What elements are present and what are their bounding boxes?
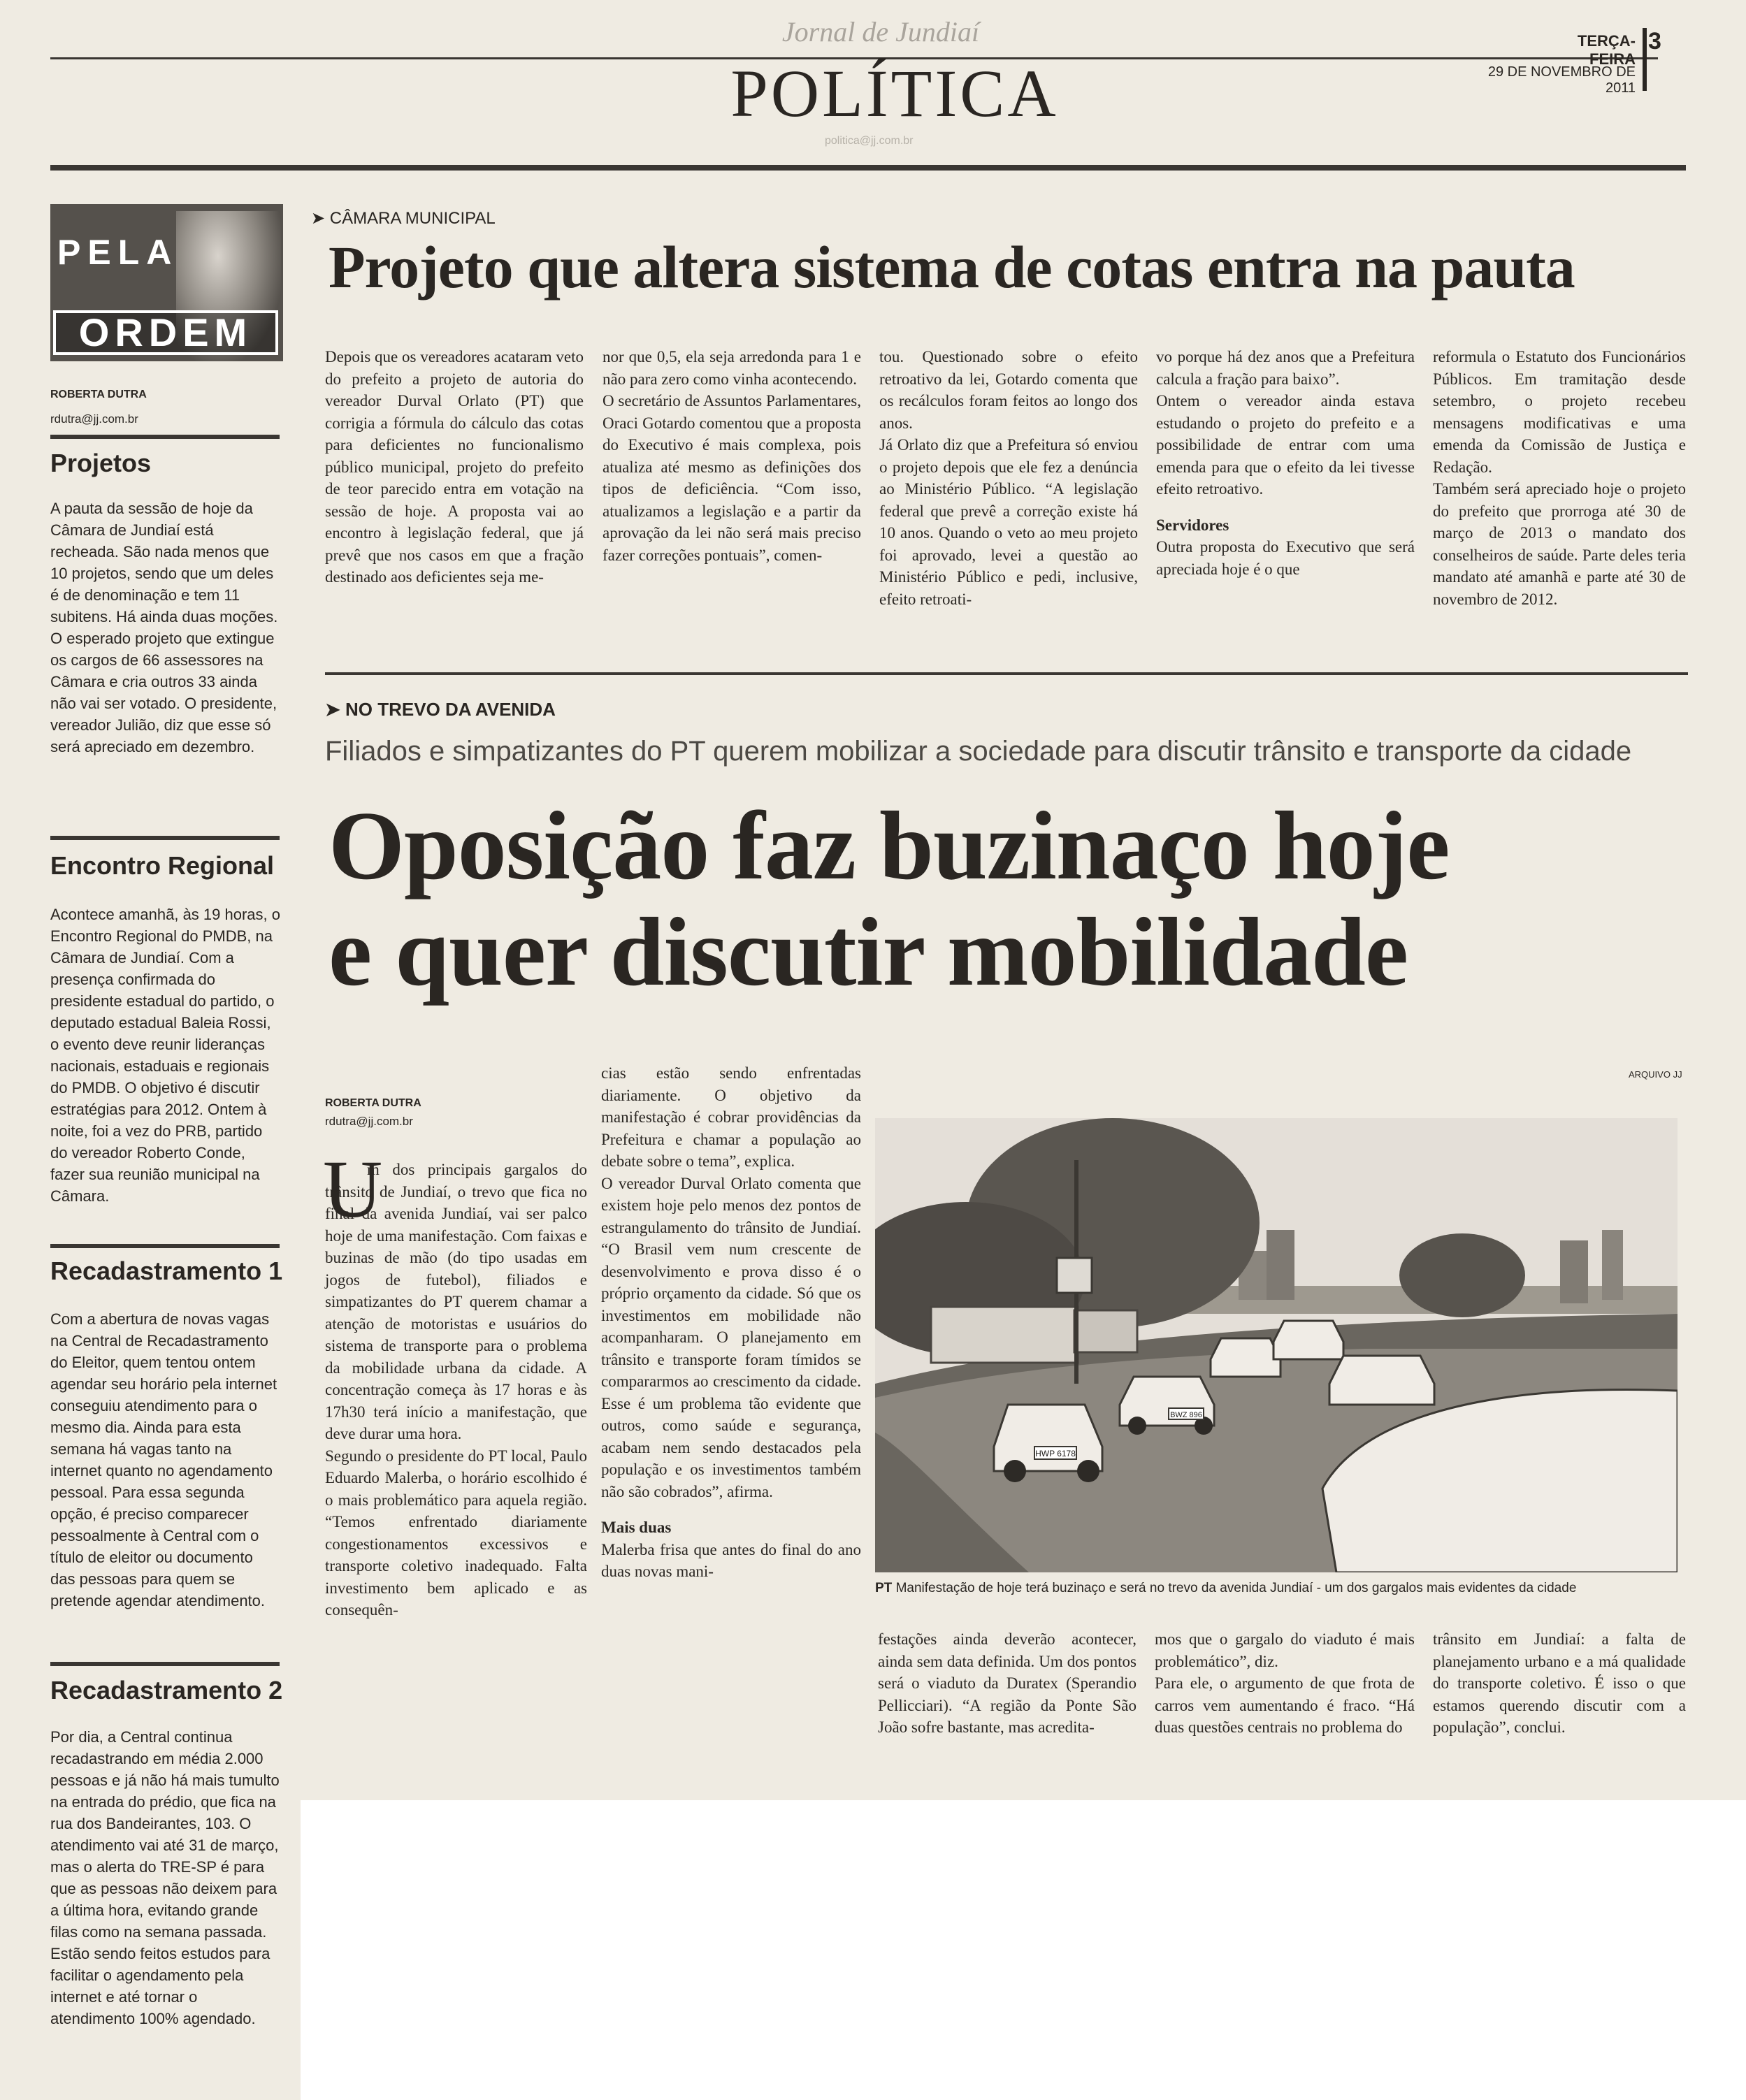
page-number: 3	[1648, 28, 1661, 55]
article-column-5: trânsito em Jundiaí: a falta de planejamento urbano e a má qualidade do transporte coletivo. É isso o que estamos querendo discutir com a população”, conclui.	[1433, 1630, 1686, 1736]
article-deck: Filiados e simpatizantes do PT querem mobilizar a sociedade para discutir trânsito e transporte da cidade	[325, 736, 1632, 767]
photo-credit: ARQUIVO JJ	[1629, 1069, 1682, 1080]
license-plate: BWZ 896	[1170, 1411, 1202, 1419]
page-marker-bar	[1643, 28, 1647, 91]
section-rule	[50, 165, 1686, 171]
article-column-5: reformula o Estatuto dos Funcionários Públicos. Em tramitação desde setembro, o projeto recebeu mensagens modificativas e uma emenda da Comissão de Justiça e Redação. Também será apreciado hoje o projeto do prefeito que prorroga até 30 de março de 2013 o mandato dos conselheiros de saúde. Parte deles teria mandato até amanhã e parte até 30 de novembro de 2012.	[1433, 348, 1686, 608]
traffic-scene	[875, 1118, 1678, 1572]
blank-area	[301, 1800, 1746, 2100]
photo-caption	[875, 1581, 1679, 1596]
column-subhead-text: Malerba frisa que antes do final do ano duas novas mani-	[601, 1540, 861, 1580]
column-2-text: cias estão sendo enfrentadas diariamente. O objetivo da manifestação é cobrar providências da Prefeitura e chamar a população ao debate sobre o tema”, explica. O vereador Durval Orlato comenta que existem hoje pelo menos dez pontos de estrangulamento do trânsito de Jundiaí. “O Brasil vem num crescente de desenvolvimento e prova disso é o próprio orçamento da cidade. Só que os investimentos em mobilidade não acompanharam. O planejamento em trânsito e transporte foram tímidos se compararmos ao crescimento da cidade. Esse é um problema tão evidente que outros, como saúde e segurança, acabam nem sendo destacados pela população e os investimentos também não são cobrados”, afirma.	[601, 1064, 861, 1500]
column-logo-word-1: PELA	[57, 233, 179, 272]
article-column-4: mos que o gargalo do viaduto é mais problemático”, diz. Para ele, o argumento de que frota de carros vem aumentando é fraco. “Há duas questões centrais no problema do	[1155, 1630, 1415, 1736]
caption-label: PT	[875, 1581, 893, 1595]
article-column-3: tou. Questionado sobre o efeito retroativo da lei, Gotardo comenta que os recálculos foram feitos ao longo dos anos. Já Orlato diz que a Prefeitura só enviou o projeto depois que ele fez a denúncia ao Ministério Público. “A legislação federal que prevê a correção existe há 10 anos. Quando o veto ao meu projeto foi aprovado, levei a questão ao Ministério Público e pedi, inclusive, efeito retroati-	[879, 348, 1138, 608]
article-headline	[329, 793, 1691, 1006]
article-author-email: rdutra@jj.com.br	[325, 1115, 413, 1128]
column-logo	[50, 204, 283, 361]
issue-date: 29 DE NOVEMBRO DE 2011	[1487, 64, 1636, 96]
caption-text: Manifestação de hoje terá buzinaço e será no trevo da avenida Jundiaí - um dos gargalos mais evidentes da cidade	[895, 1581, 1577, 1595]
article-column-4	[1156, 346, 1415, 580]
masthead-logo: Jornal de Jundiaí	[781, 16, 980, 48]
note-text: Por dia, a Central continua recadastrando em média 2.000 pessoas e já não há mais tumulto na entrada do prédio, que fica na rua dos Bandeirantes, 103. O atendimento vai até 31 de março, mas o alerta do TRE-SP é para que as pessoas não deixem para a última hora, evitando grande filas como na semana passada. Estão sendo feitos estudos para facilitar o agendamento pela internet e até tornar o atendimento 100% agendado.	[50, 1728, 280, 2027]
note-title: Recadastramento 1	[50, 1257, 283, 1285]
article-author: ROBERTA DUTRA	[325, 1097, 421, 1109]
headline-line-2: e quer discutir mobilidade	[329, 898, 1408, 1006]
drop-cap: U	[323, 1143, 383, 1235]
note-text: Acontece amanhã, às 19 horas, o Encontro Regional do PMDB, na Câmara de Jundiaí. Com a presença confirmada do presidente estadual do partido, o deputado estadual Baleia Rossi, o evento deve reunir lideranças nacionais, estaduais e regionais do PMDB. O objetivo é discutir estratégias para 2012. Ontem à noite, foi a vez do PRB, partido do vereador Roberto Conde, fazer sua reunião municipal na Câmara.	[50, 906, 280, 1205]
article-kicker: ➤ CÂMARA MUNICIPAL	[311, 209, 496, 228]
article-divider	[325, 672, 1688, 675]
column-subhead: Mais duas	[601, 1519, 672, 1536]
note-title: Encontro Regional	[50, 851, 275, 880]
column-logo-word-2: ORDEM	[53, 310, 278, 355]
note-title: Projetos	[50, 449, 152, 477]
article-column-3: festações ainda deverão acontecer, ainda sem data definida. Um dos pontos será o viaduto da Duratex (Sperandio Pellicciari). “A região da Ponte São João sofre bastante, mas acredita-	[878, 1630, 1137, 1736]
note-text: Com a abertura de novas vagas na Central de Recadastramento do Eleitor, quem tentou ontem agendar seu horário pela internet conseguiu atendimento para o mesmo dia. Ainda para esta semana há vagas tanto na internet quanto no agendamento pessoal. Para essa segunda opção, é preciso comparecer pessoalmente à Central com o título de eleitor ou documento das pessoas para quem se pretende agendar atendimento.	[50, 1310, 277, 1609]
traffic-photo	[875, 1118, 1678, 1572]
side-divider	[50, 435, 280, 439]
side-divider	[50, 1244, 280, 1248]
kicker-text: NO TREVO DA AVENIDA	[345, 699, 556, 720]
section-email: politica@jj.com.br	[825, 135, 914, 147]
article-headline: Projeto que altera sistema de cotas entra na pauta	[329, 233, 1575, 300]
article-column-1: Depois que os vereadores acataram veto do prefeito a projeto de autoria do vereador Durval Orlato (PT) que corrigia a fórmula do cálculo das cotas para deficientes no funcionalismo público municipal, projeto do prefeito de teor parecido entra em votação na sessão de hoje. A proposta vai ao encontro à legislação federal, que já prevê que nos casos em que a fração destinado aos deficientes seja me-	[325, 348, 584, 586]
column-author-email: rdutra@jj.com.br	[50, 412, 138, 426]
side-divider	[50, 836, 280, 840]
column-subhead: Servidores	[1156, 516, 1229, 534]
column-4-text: vo porque há dez anos que a Prefeitura calcula a fração para baixo”. Ontem o vereador ainda estava estudando o projeto do prefeito e a possibilidade de entrar com uma emenda para que o efeito da lei tivesse efeito retroativo.	[1156, 348, 1415, 498]
note-text: A pauta da sessão de hoje da Câmara de Jundiaí está recheada. São nada menos que 10 projetos, sendo que um deles é de denominação e tem 11 subitens. Há ainda duas moções. O esperado projeto que extingue os cargos de 66 assessores na Câmara e cria outros 33 ainda não vai ser votado. O presidente, vereador Julião, diz que esse só será apreciado em dezembro.	[50, 500, 278, 755]
article-kicker: ➤ NO TREVO DA AVENIDA	[325, 699, 556, 720]
article-column-2: nor que 0,5, ela seja arredonda para 1 e não para zero como vinha acontecendo. O secretário de Assuntos Parlamentares, Oraci Gotardo comentou que a proposta do Executivo é mais complexa, pois atualiza até mesmo as definições dos tipos de deficiência. “Com isso, atualizamos a legislação e a partir da aprovação da lei não será mais preciso fazer correções pontuais”, comen-	[603, 348, 861, 564]
side-divider	[50, 1662, 280, 1666]
headline-line-1: Oposição faz buzinaço hoje	[329, 792, 1450, 900]
column-subhead-text: Outra proposta do Executivo que será apreciada hoje é o que	[1156, 538, 1415, 578]
article-column-2	[601, 1062, 861, 1583]
license-plate: HWP 6178	[1035, 1449, 1076, 1458]
note-title: Recadastramento 2	[50, 1676, 283, 1704]
column-author: ROBERTA DUTRA	[50, 389, 147, 400]
kicker-text: CÂMARA MUNICIPAL	[329, 209, 496, 228]
article-column-1: m dos principais gargalos do trânsito de Jundiaí, o trevo que fica no final da avenida Jundiaí, vai ser palco hoje de uma manifestação. Com faixas e buzinas de mão (do tipo usadas em jogos de futebol), filiados e simpatizantes do PT querem chamar a atenção de motoristas e usuários do sistema de transporte para o problema da mobilidade urbana da cidade. A concentração começa às 17 horas e às 17h30 terá início a manifestação, que deve durar uma hora. Segundo o presidente do PT local, Paulo Eduardo Malerba, o horário escolhido é o mais problemático para aquela região. “Temos enfrentado diariamente congestionamentos excessivos e transporte coletivo inadequado. Falta investimento bem aplicado e as consequên-	[325, 1161, 587, 1619]
weekday: TERÇA-FEIRA	[1577, 32, 1636, 68]
section-title: POLÍTICA	[730, 56, 1059, 131]
